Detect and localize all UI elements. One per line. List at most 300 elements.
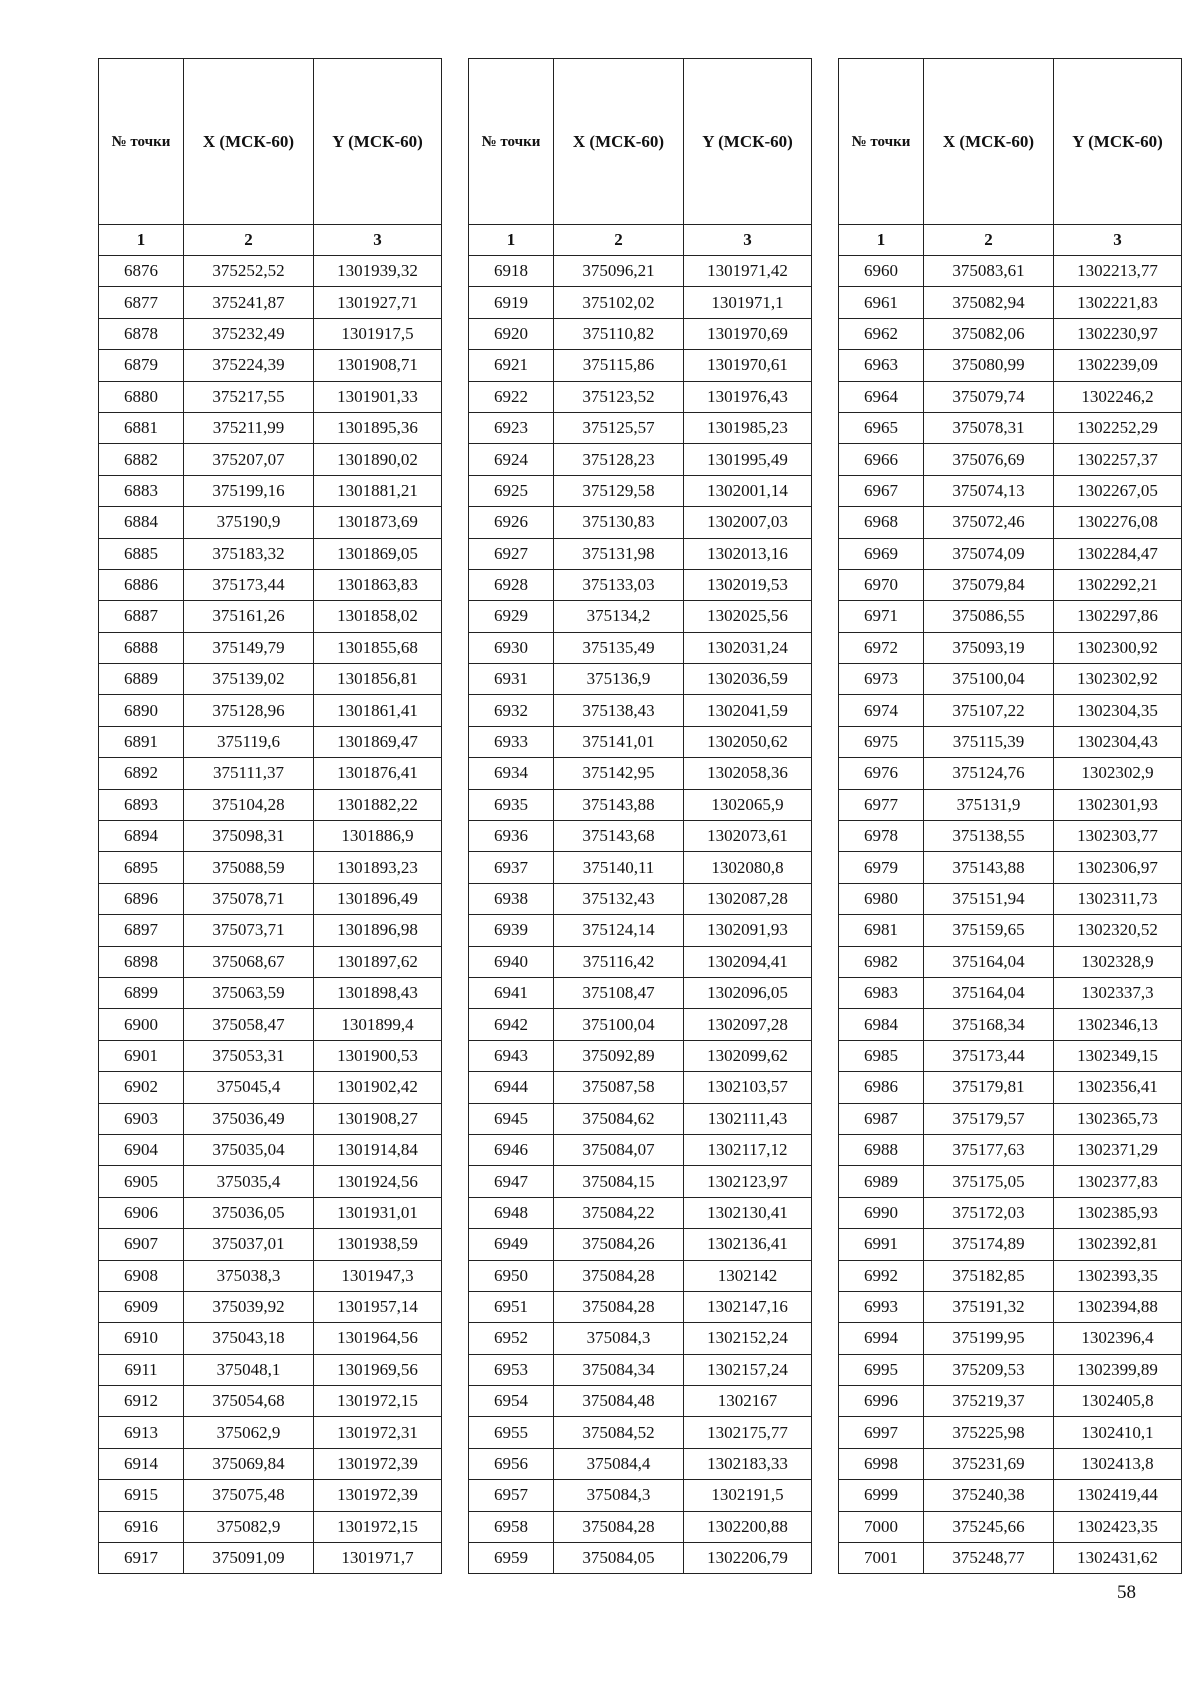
point-number-cell: 6980	[839, 883, 924, 914]
y-coordinate-cell: 1301969,56	[314, 1354, 442, 1385]
x-coordinate-cell: 375123,52	[554, 381, 684, 412]
x-coordinate-cell: 375102,02	[554, 287, 684, 318]
y-coordinate-cell: 1302311,73	[1054, 883, 1182, 914]
table-row	[99, 601, 442, 632]
point-number-cell: 6942	[469, 1009, 554, 1040]
point-number-cell: 6994	[839, 1323, 924, 1354]
point-number-cell: 6947	[469, 1166, 554, 1197]
x-coordinate-cell: 375080,99	[924, 350, 1054, 381]
point-number-cell: 6924	[469, 444, 554, 475]
x-coordinate-cell: 375084,05	[554, 1543, 684, 1574]
table-row	[839, 256, 1182, 287]
table-row	[99, 1543, 442, 1574]
y-coordinate-cell: 1302096,05	[684, 977, 812, 1008]
x-coordinate-cell: 375174,89	[924, 1229, 1054, 1260]
y-coordinate-cell: 1302371,29	[1054, 1134, 1182, 1165]
point-number-cell: 6903	[99, 1103, 184, 1134]
table-row	[99, 1072, 442, 1103]
x-coordinate-cell: 375151,94	[924, 883, 1054, 914]
y-coordinate-cell: 1302252,29	[1054, 412, 1182, 443]
x-coordinate-cell: 375098,31	[184, 821, 314, 852]
point-number-cell: 6936	[469, 821, 554, 852]
point-number-cell: 6921	[469, 350, 554, 381]
point-number-cell: 6931	[469, 664, 554, 695]
table-row	[469, 1229, 812, 1260]
point-number-cell: 6941	[469, 977, 554, 1008]
point-number-cell: 6963	[839, 350, 924, 381]
point-number-cell: 6965	[839, 412, 924, 443]
x-coordinate-cell: 375082,9	[184, 1511, 314, 1542]
table-row	[99, 1386, 442, 1417]
point-number-cell: 6889	[99, 664, 184, 695]
x-coordinate-cell: 375173,44	[184, 569, 314, 600]
point-number-cell: 6923	[469, 412, 554, 443]
table-row	[99, 381, 442, 412]
point-number-cell: 6998	[839, 1448, 924, 1479]
table-row	[99, 1448, 442, 1479]
point-number-cell: 6960	[839, 256, 924, 287]
x-coordinate-cell: 375078,71	[184, 883, 314, 914]
x-coordinate-cell: 375217,55	[184, 381, 314, 412]
y-coordinate-cell: 1301897,62	[314, 946, 442, 977]
point-number-cell: 6952	[469, 1323, 554, 1354]
table-row	[839, 1197, 1182, 1228]
point-number-cell: 6948	[469, 1197, 554, 1228]
table-row	[469, 569, 812, 600]
x-coordinate-cell: 375116,42	[554, 946, 684, 977]
column-number: 1	[839, 225, 924, 256]
point-number-cell: 6914	[99, 1448, 184, 1479]
x-coordinate-cell: 375078,31	[924, 412, 1054, 443]
table-row	[469, 664, 812, 695]
y-coordinate-cell: 1302130,41	[684, 1197, 812, 1228]
x-coordinate-cell: 375084,26	[554, 1229, 684, 1260]
x-coordinate-cell: 375191,32	[924, 1291, 1054, 1322]
y-coordinate-cell: 1302152,24	[684, 1323, 812, 1354]
point-number-cell: 6981	[839, 915, 924, 946]
y-coordinate-cell: 1302103,57	[684, 1072, 812, 1103]
point-number-cell: 6957	[469, 1480, 554, 1511]
y-coordinate-cell: 1302303,77	[1054, 821, 1182, 852]
y-coordinate-cell: 1302301,93	[1054, 789, 1182, 820]
x-coordinate-cell: 375084,52	[554, 1417, 684, 1448]
point-number-cell: 6928	[469, 569, 554, 600]
point-number-cell: 6968	[839, 507, 924, 538]
y-coordinate-cell: 1302410,1	[1054, 1417, 1182, 1448]
y-coordinate-cell: 1301972,15	[314, 1511, 442, 1542]
point-number-cell: 6943	[469, 1040, 554, 1071]
y-coordinate-cell: 1302257,37	[1054, 444, 1182, 475]
table-row	[839, 726, 1182, 757]
y-coordinate-cell: 1302346,13	[1054, 1009, 1182, 1040]
point-number-cell: 6918	[469, 256, 554, 287]
point-number-cell: 6983	[839, 977, 924, 1008]
x-coordinate-cell: 375100,04	[924, 664, 1054, 695]
x-coordinate-cell: 375164,04	[924, 946, 1054, 977]
y-coordinate-cell: 1301881,21	[314, 475, 442, 506]
y-coordinate-cell: 1301876,41	[314, 758, 442, 789]
y-coordinate-cell: 1302200,88	[684, 1511, 812, 1542]
y-coordinate-cell: 1302300,92	[1054, 632, 1182, 663]
point-number-cell: 6972	[839, 632, 924, 663]
y-coordinate-cell: 1302007,03	[684, 507, 812, 538]
point-number-cell: 6919	[469, 287, 554, 318]
x-coordinate-cell: 375036,05	[184, 1197, 314, 1228]
table-row	[99, 1260, 442, 1291]
table-row	[839, 1480, 1182, 1511]
y-coordinate-cell: 1302377,83	[1054, 1166, 1182, 1197]
table-row	[99, 1229, 442, 1260]
point-number-cell: 6927	[469, 538, 554, 569]
y-coordinate-cell: 1302356,41	[1054, 1072, 1182, 1103]
y-coordinate-cell: 1301972,31	[314, 1417, 442, 1448]
y-coordinate-cell: 1302392,81	[1054, 1229, 1182, 1260]
x-coordinate-cell: 375088,59	[184, 852, 314, 883]
table-row	[839, 569, 1182, 600]
table-row	[99, 1480, 442, 1511]
y-coordinate-cell: 1301964,56	[314, 1323, 442, 1354]
x-coordinate-cell: 375139,02	[184, 664, 314, 695]
point-number-cell: 6900	[99, 1009, 184, 1040]
y-coordinate-cell: 1301931,01	[314, 1197, 442, 1228]
point-number-cell: 6890	[99, 695, 184, 726]
point-number-cell: 6949	[469, 1229, 554, 1260]
table-row	[469, 1134, 812, 1165]
x-coordinate-cell: 375140,11	[554, 852, 684, 883]
table-row	[99, 1511, 442, 1542]
y-coordinate-cell: 1301895,36	[314, 412, 442, 443]
y-coordinate-cell: 1302183,33	[684, 1448, 812, 1479]
point-number-cell: 6891	[99, 726, 184, 757]
x-coordinate-cell: 375091,09	[184, 1543, 314, 1574]
x-coordinate-cell: 375062,9	[184, 1417, 314, 1448]
x-coordinate-cell: 375131,98	[554, 538, 684, 569]
point-number-cell: 6969	[839, 538, 924, 569]
point-number-cell: 6892	[99, 758, 184, 789]
point-number-cell: 6954	[469, 1386, 554, 1417]
table-row	[99, 287, 442, 318]
point-number-cell: 6897	[99, 915, 184, 946]
point-number-cell: 6884	[99, 507, 184, 538]
x-coordinate-cell: 375074,13	[924, 475, 1054, 506]
table-row	[99, 318, 442, 349]
x-coordinate-cell: 375149,79	[184, 632, 314, 663]
point-number-cell: 6887	[99, 601, 184, 632]
y-coordinate-cell: 1301927,71	[314, 287, 442, 318]
y-coordinate-cell: 1301900,53	[314, 1040, 442, 1071]
table-row	[99, 821, 442, 852]
x-coordinate-cell: 375128,96	[184, 695, 314, 726]
x-coordinate-cell: 375043,18	[184, 1323, 314, 1354]
x-coordinate-cell: 375142,95	[554, 758, 684, 789]
x-coordinate-cell: 375231,69	[924, 1448, 1054, 1479]
x-coordinate-cell: 375111,37	[184, 758, 314, 789]
x-coordinate-cell: 375133,03	[554, 569, 684, 600]
y-coordinate-cell: 1301971,1	[684, 287, 812, 318]
x-coordinate-cell: 375048,1	[184, 1354, 314, 1385]
point-number-cell: 6986	[839, 1072, 924, 1103]
table-row	[469, 821, 812, 852]
column-number-row	[469, 225, 812, 256]
table-row	[99, 1354, 442, 1385]
y-coordinate-cell: 1302419,44	[1054, 1480, 1182, 1511]
table-row	[469, 412, 812, 443]
x-coordinate-cell: 375182,85	[924, 1260, 1054, 1291]
table-row	[469, 758, 812, 789]
y-coordinate-cell: 1302073,61	[684, 821, 812, 852]
x-coordinate-cell: 375132,43	[554, 883, 684, 914]
point-number-cell: 6899	[99, 977, 184, 1008]
y-coordinate-cell: 1302423,35	[1054, 1511, 1182, 1542]
table-row	[99, 1134, 442, 1165]
y-coordinate-cell: 1302025,56	[684, 601, 812, 632]
table-row	[469, 1543, 812, 1574]
point-number-cell: 6971	[839, 601, 924, 632]
point-number-cell: 6929	[469, 601, 554, 632]
x-coordinate-cell: 375183,32	[184, 538, 314, 569]
y-coordinate-cell: 1302001,14	[684, 475, 812, 506]
y-coordinate-cell: 1302087,28	[684, 883, 812, 914]
point-number-cell: 6956	[469, 1448, 554, 1479]
point-number-cell: 6893	[99, 789, 184, 820]
point-number-cell: 6999	[839, 1480, 924, 1511]
point-number-cell: 6985	[839, 1040, 924, 1071]
x-coordinate-cell: 375134,2	[554, 601, 684, 632]
y-coordinate-cell: 1301957,14	[314, 1291, 442, 1322]
y-coordinate-cell: 1302157,24	[684, 1354, 812, 1385]
x-coordinate-cell: 375136,9	[554, 664, 684, 695]
point-number-cell: 6964	[839, 381, 924, 412]
x-coordinate-cell: 375036,49	[184, 1103, 314, 1134]
point-number-cell: 6916	[99, 1511, 184, 1542]
column-number: 3	[1054, 225, 1182, 256]
table-row	[99, 1009, 442, 1040]
y-coordinate-cell: 1302239,09	[1054, 350, 1182, 381]
table-row	[469, 1072, 812, 1103]
x-coordinate-header: X (МСК-60)	[554, 59, 684, 225]
y-coordinate-cell: 1301947,3	[314, 1260, 442, 1291]
table-row	[839, 1040, 1182, 1071]
y-coordinate-cell: 1302065,9	[684, 789, 812, 820]
x-coordinate-cell: 375076,69	[924, 444, 1054, 475]
table-row	[839, 946, 1182, 977]
point-number-cell: 6932	[469, 695, 554, 726]
point-number-cell: 6935	[469, 789, 554, 820]
x-coordinate-cell: 375207,07	[184, 444, 314, 475]
point-number-cell: 6970	[839, 569, 924, 600]
table-row	[839, 1291, 1182, 1322]
point-number-cell: 6966	[839, 444, 924, 475]
x-coordinate-cell: 375168,34	[924, 1009, 1054, 1040]
point-number-cell: 6881	[99, 412, 184, 443]
y-coordinate-cell: 1302050,62	[684, 726, 812, 757]
point-number-cell: 6945	[469, 1103, 554, 1134]
table-row	[469, 1260, 812, 1291]
table-row	[839, 287, 1182, 318]
x-coordinate-cell: 375072,46	[924, 507, 1054, 538]
y-coordinate-cell: 1301908,71	[314, 350, 442, 381]
table-row	[839, 318, 1182, 349]
y-coordinate-cell: 1302123,97	[684, 1166, 812, 1197]
y-coordinate-cell: 1301908,27	[314, 1103, 442, 1134]
y-coordinate-cell: 1301873,69	[314, 507, 442, 538]
table-row	[839, 538, 1182, 569]
point-number-cell: 6992	[839, 1260, 924, 1291]
table-header-row	[839, 59, 1182, 225]
x-coordinate-cell: 375079,84	[924, 569, 1054, 600]
point-number-cell: 6961	[839, 287, 924, 318]
x-coordinate-cell: 375092,89	[554, 1040, 684, 1071]
table-row	[839, 1103, 1182, 1134]
x-coordinate-cell: 375225,98	[924, 1417, 1054, 1448]
x-coordinate-cell: 375179,57	[924, 1103, 1054, 1134]
y-coordinate-cell: 1301896,49	[314, 883, 442, 914]
table-row	[839, 507, 1182, 538]
point-number-cell: 6958	[469, 1511, 554, 1542]
point-number-cell: 6946	[469, 1134, 554, 1165]
y-coordinate-cell: 1302175,77	[684, 1417, 812, 1448]
table-row	[99, 507, 442, 538]
x-coordinate-cell: 375161,26	[184, 601, 314, 632]
table-row	[99, 1040, 442, 1071]
y-coordinate-cell: 1302191,5	[684, 1480, 812, 1511]
y-coordinate-cell: 1301882,22	[314, 789, 442, 820]
point-number-cell: 6895	[99, 852, 184, 883]
x-coordinate-cell: 375164,04	[924, 977, 1054, 1008]
table-row	[839, 821, 1182, 852]
table-row	[839, 381, 1182, 412]
point-number-cell: 6944	[469, 1072, 554, 1103]
column-number: 3	[314, 225, 442, 256]
y-coordinate-cell: 1301970,61	[684, 350, 812, 381]
x-coordinate-cell: 375100,04	[554, 1009, 684, 1040]
y-coordinate-cell: 1301914,84	[314, 1134, 442, 1165]
y-coordinate-cell: 1302399,89	[1054, 1354, 1182, 1385]
x-coordinate-cell: 375199,95	[924, 1323, 1054, 1354]
x-coordinate-cell: 375224,39	[184, 350, 314, 381]
table-row	[839, 1543, 1182, 1574]
y-coordinate-cell: 1302167	[684, 1386, 812, 1417]
x-coordinate-cell: 375069,84	[184, 1448, 314, 1479]
table-row	[839, 1072, 1182, 1103]
table-row	[99, 1417, 442, 1448]
y-coordinate-cell: 1302136,41	[684, 1229, 812, 1260]
x-coordinate-header: X (МСК-60)	[184, 59, 314, 225]
point-number-cell: 6938	[469, 883, 554, 914]
point-number-cell: 6920	[469, 318, 554, 349]
x-coordinate-header: X (МСК-60)	[924, 59, 1054, 225]
y-coordinate-cell: 1301972,15	[314, 1386, 442, 1417]
point-number-cell: 6888	[99, 632, 184, 663]
y-coordinate-cell: 1302328,9	[1054, 946, 1182, 977]
x-coordinate-cell: 375082,06	[924, 318, 1054, 349]
table-row	[99, 946, 442, 977]
point-number-cell: 6953	[469, 1354, 554, 1385]
x-coordinate-cell: 375143,68	[554, 821, 684, 852]
table-row	[839, 1417, 1182, 1448]
x-coordinate-cell: 375035,4	[184, 1166, 314, 1197]
x-coordinate-cell: 375175,05	[924, 1166, 1054, 1197]
x-coordinate-cell: 375252,52	[184, 256, 314, 287]
x-coordinate-cell: 375093,19	[924, 632, 1054, 663]
table-row	[469, 1040, 812, 1071]
point-number-header: № точки	[99, 59, 184, 225]
point-number-cell: 6907	[99, 1229, 184, 1260]
x-coordinate-cell: 375035,04	[184, 1134, 314, 1165]
point-number-cell: 6933	[469, 726, 554, 757]
y-coordinate-cell: 1301861,41	[314, 695, 442, 726]
page-number: 58	[1117, 1582, 1136, 1603]
y-coordinate-cell: 1302304,35	[1054, 695, 1182, 726]
table-row	[839, 1511, 1182, 1542]
table-row	[469, 946, 812, 977]
x-coordinate-cell: 375179,81	[924, 1072, 1054, 1103]
y-coordinate-cell: 1302405,8	[1054, 1386, 1182, 1417]
x-coordinate-cell: 375068,67	[184, 946, 314, 977]
point-number-cell: 6876	[99, 256, 184, 287]
table-row	[99, 726, 442, 757]
table-row	[469, 1103, 812, 1134]
x-coordinate-cell: 375141,01	[554, 726, 684, 757]
table-row	[839, 758, 1182, 789]
y-coordinate-cell: 1302413,8	[1054, 1448, 1182, 1479]
table-row	[839, 695, 1182, 726]
x-coordinate-cell: 375240,38	[924, 1480, 1054, 1511]
table-row	[839, 444, 1182, 475]
point-number-cell: 6996	[839, 1386, 924, 1417]
y-coordinate-cell: 1302099,62	[684, 1040, 812, 1071]
table-row	[469, 695, 812, 726]
point-number-cell: 6990	[839, 1197, 924, 1228]
table-row	[99, 412, 442, 443]
table-row	[469, 381, 812, 412]
x-coordinate-cell: 375084,3	[554, 1323, 684, 1354]
point-number-cell: 6906	[99, 1197, 184, 1228]
y-coordinate-cell: 1301976,43	[684, 381, 812, 412]
x-coordinate-cell: 375082,94	[924, 287, 1054, 318]
table-row	[469, 507, 812, 538]
x-coordinate-cell: 375107,22	[924, 695, 1054, 726]
x-coordinate-cell: 375084,62	[554, 1103, 684, 1134]
y-coordinate-cell: 1302117,12	[684, 1134, 812, 1165]
y-coordinate-cell: 1302337,3	[1054, 977, 1182, 1008]
point-number-cell: 6904	[99, 1134, 184, 1165]
y-coordinate-cell: 1302276,08	[1054, 507, 1182, 538]
point-number-cell: 6950	[469, 1260, 554, 1291]
table-row	[839, 412, 1182, 443]
y-coordinate-cell: 1301938,59	[314, 1229, 442, 1260]
point-number-cell: 6976	[839, 758, 924, 789]
y-coordinate-cell: 1302230,97	[1054, 318, 1182, 349]
table-row	[99, 1197, 442, 1228]
table-row	[469, 538, 812, 569]
table-row	[469, 256, 812, 287]
y-coordinate-header: Y (МСК-60)	[314, 59, 442, 225]
point-number-cell: 6951	[469, 1291, 554, 1322]
y-coordinate-cell: 1302306,97	[1054, 852, 1182, 883]
column-number: 3	[684, 225, 812, 256]
point-number-cell: 6967	[839, 475, 924, 506]
y-coordinate-cell: 1302267,05	[1054, 475, 1182, 506]
table-row	[469, 475, 812, 506]
point-number-cell: 6885	[99, 538, 184, 569]
table-row	[99, 758, 442, 789]
y-coordinate-cell: 1301855,68	[314, 632, 442, 663]
y-coordinate-cell: 1301970,69	[684, 318, 812, 349]
x-coordinate-cell: 375143,88	[924, 852, 1054, 883]
table-row	[99, 1103, 442, 1134]
y-coordinate-cell: 1301985,23	[684, 412, 812, 443]
